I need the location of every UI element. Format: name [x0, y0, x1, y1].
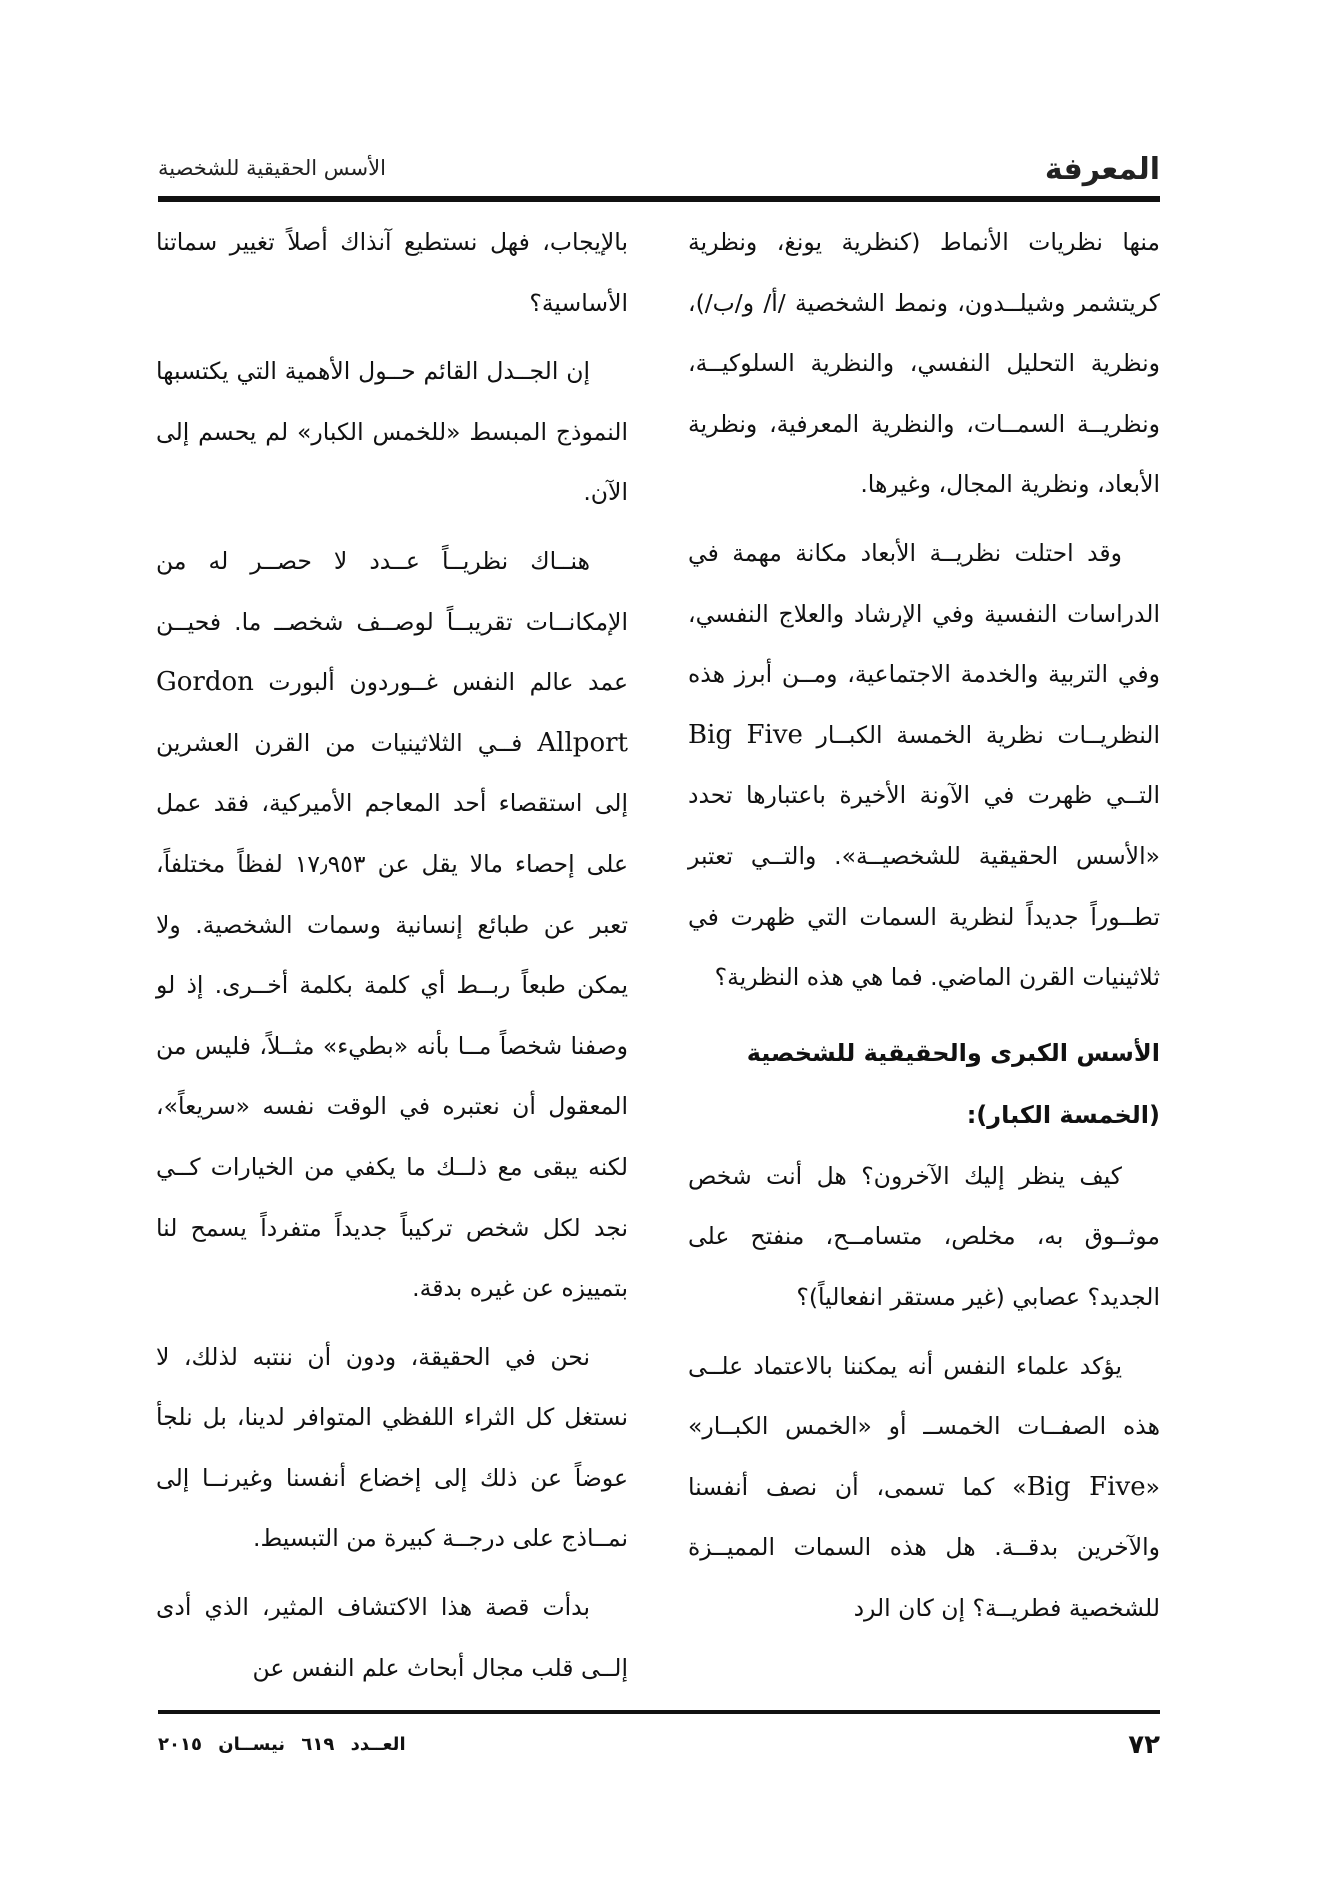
- paragraph: كيف ينظر إليك الآخرون؟ هل أنت شخص موثــوق به، مخلص، متسامــح، منفتح على الجديد؟ عصابي (غير مستقر انفعالياً)؟: [688, 1161, 1160, 1311]
- section-heading: الأسس الكبرى والحقيقية للشخصية (الخمسة الكبار):: [746, 1038, 1160, 1129]
- magazine-logo: المعرفة: [1044, 152, 1160, 187]
- page-number: ٧٢: [1128, 1730, 1160, 1760]
- footer-rule: [158, 1710, 1160, 1714]
- header-rule: [158, 196, 1160, 202]
- latin-term: Big Five: [1026, 1471, 1146, 1502]
- page-footer: [158, 1730, 1160, 1770]
- left-column: [156, 212, 628, 1698]
- paragraph: يؤكد علماء النفس أنه يمكننا بالاعتماد علــى هذه الصفــات الخمســ أو «الخمس الكبــار» «Big Five» كما تسمى، أن نصف أنفسنا والآخرين بدقــة. هل هذه السمات المميــزة للشخصية فطريــة؟ إن كان الرد: [688, 1351, 1160, 1622]
- latin-term: Gordon Allport: [156, 667, 628, 758]
- paragraph: بالإيجاب، فهل نستطيع آنذاك أصلاً تغيير سماتنا الأساسية؟: [156, 228, 628, 317]
- page-header: [158, 148, 1160, 196]
- issue-info: العــدد ٦١٩ نيســان ٢٠١٥: [158, 1734, 406, 1755]
- paragraph: نحن في الحقيقة، ودون أن ننتبه لذلك، لا نستغل كل الثراء اللفظي المتوافر لدينا، بل نلجأ عوضاً عن ذلك إلى إخضاع أنفسنا وغيرنــا إلى نمــاذج على درجــة كبيرة من التبسيط.: [156, 1342, 628, 1553]
- latin-term: Big Five: [688, 719, 803, 750]
- paragraph: هنــاك نظريــاً عــدد لا حصــر له من الإمكانــات تقريبــاً لوصــف شخصــ ما. فحيــن عمد عالم النفس غــوردون ألبورت Gordon Allport فــي الثلاثينيات من القرن العشرين إلى استقصاء أحد المعاجم الأميركية، فقد عمل على إحصاء مالا يقل عن ١٧٫٩٥٣ لفظاً مختلفاً، تعبر عن طبائع إنسانية وسمات الشخصية. ولا يمكن طبعاً ربــط أي كلمة بكلمة أخــرى. إذ لو وصفنا شخصاً مــا بأنه «بطيء» مثــلاً، فليس من المعقول أن نعتبره في الوقت نفسه «سريعاً»، لكنه يبقى مع ذلــك ما يكفي من الخيارات كــي نجد لكل شخص تركيباً جديداً متفرداً يسمح لنا بتمييزه عن غيره بدقة.: [156, 546, 629, 1303]
- paragraph: وقد احتلت نظريــة الأبعاد مكانة مهمة في الدراسات النفسية وفي الإرشاد والعلاج النفسي، وفي التربية والخدمة الاجتماعية، ومــن أبرز هذه النظريــات نظرية الخمسة الكبــار Big Five التــي ظهرت في الآونة الأخيرة باعتبارها تحدد «الأسس الحقيقية للشخصيــة». والتــي تعتبر تطــوراً جديداً لنظرية السمات التي ظهرت في ثلاثينيات القرن الماضي. فما هي هذه النظرية؟: [688, 538, 1160, 992]
- paragraph: بدأت قصة هذا الاكتشاف المثير، الذي أدى إلــى قلب مجال أبحاث علم النفس عن: [156, 1593, 628, 1682]
- running-title: الأسس الحقيقية للشخصية: [158, 156, 386, 180]
- right-column: [688, 212, 1160, 1638]
- paragraph: إن الجــدل القائم حــول الأهمية التي يكتسبها النموذج المبسط «للخمس الكبار» لم يحسم إلى الآن.: [156, 357, 628, 507]
- paragraph: منها نظريات الأنماط (كنظرية يونغ، ونظرية كريتشمر وشيلــدون، ونمط الشخصية /أ/ و/ب/)، ونظرية التحليل النفسي، والنظرية السلوكيــة، ونظريــة السمــات، والنظرية المعرفية، ونظرية الأبعاد، ونظرية المجال، وغيرها.: [688, 228, 1160, 499]
